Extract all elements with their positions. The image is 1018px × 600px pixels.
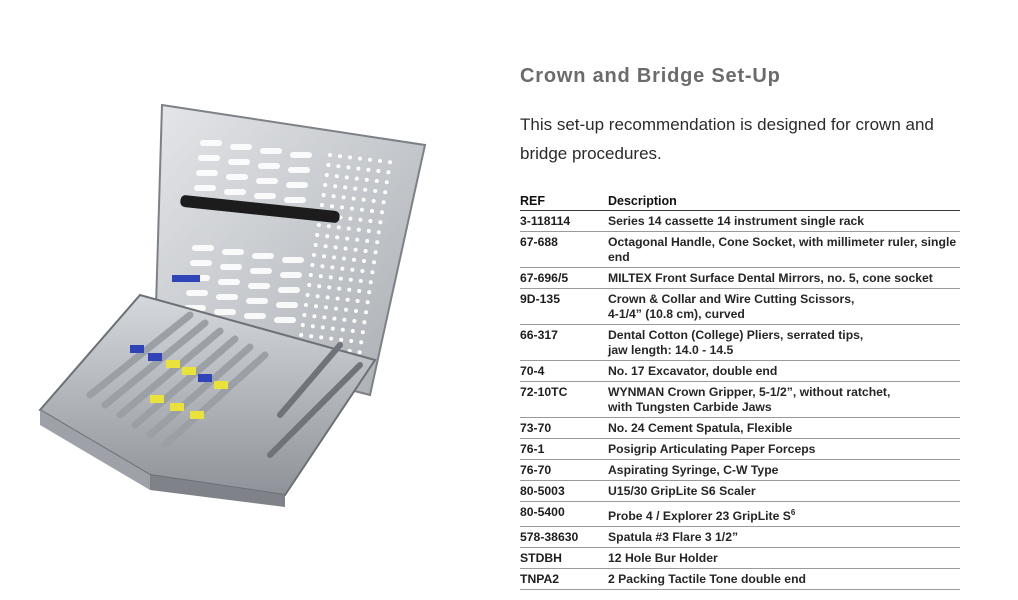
description-cell: [608, 442, 960, 457]
description-cell: [608, 572, 960, 587]
perforation-dot: [354, 248, 358, 252]
perforation-dot: [312, 253, 316, 257]
perforation-dot: [337, 287, 341, 291]
perforation-dot: [362, 259, 366, 263]
perforation-dot: [348, 155, 352, 159]
description-text: Series 14 cassette 14 instrument single rack: [608, 214, 865, 228]
description-line: [608, 235, 960, 265]
description-line: [608, 442, 960, 457]
content-column: [520, 62, 960, 590]
perforation-dot: [342, 195, 346, 199]
ref-cell: 67-696/5: [520, 271, 569, 285]
perforation-dot: [378, 159, 382, 163]
ref-cell: 73-70: [520, 421, 552, 435]
description-line: [608, 400, 960, 415]
description-cell: [608, 328, 960, 358]
perforation-dot: [317, 223, 321, 227]
ref-cell: 578-38630: [520, 530, 579, 545]
perforation-dot: [338, 154, 342, 158]
ref-cell: 76-70: [520, 463, 552, 477]
perforation-dot: [325, 173, 329, 177]
description-column-header: Description: [608, 194, 677, 208]
perforation-dot: [327, 224, 331, 228]
perforation-dot: [364, 310, 368, 314]
perforation-dot: [377, 230, 381, 234]
perforation-dot: [324, 305, 328, 309]
perforation-dot: [342, 318, 346, 322]
perforation-dot: [354, 309, 358, 313]
perforation-dot: [329, 275, 333, 279]
perforation-dot: [332, 255, 336, 259]
instrument-table: [520, 191, 960, 590]
perforation-dot: [352, 258, 356, 262]
description-cell: [608, 551, 960, 566]
perforation-dot: [312, 314, 316, 318]
ref-cell: 3-118114: [520, 214, 571, 228]
perforation-dot: [330, 204, 334, 208]
perforation-dot: [320, 203, 324, 207]
perforation-dot: [309, 273, 313, 277]
description-line: [608, 505, 960, 524]
perforation-dot: [353, 187, 357, 191]
perforation-dot: [357, 289, 361, 293]
description-line: [608, 271, 960, 286]
ref-cell: STDBH: [520, 551, 562, 566]
description-text: with Tungsten Carbide Jaws: [608, 400, 772, 414]
perforation-dot: [358, 218, 362, 222]
description-text: Crown & Collar and Wire Cutting Scissors,: [608, 292, 855, 306]
perforation-dot: [358, 157, 362, 161]
perforation-dot: [322, 254, 326, 258]
perforation-dot: [346, 298, 350, 302]
description-line: [608, 385, 960, 400]
perforation-dot: [321, 325, 325, 329]
perforation-dot: [344, 247, 348, 251]
perforation-dot: [320, 264, 324, 268]
perforation-dot: [361, 330, 365, 334]
description-line: [608, 572, 960, 587]
perforation-dot: [356, 299, 360, 303]
perforation-dot: [385, 180, 389, 184]
perforation-dot: [345, 237, 349, 241]
perforation-dot: [326, 163, 330, 167]
ref-column-header: REF: [520, 194, 545, 208]
perforation-dot: [330, 265, 334, 269]
perforation-dot: [372, 199, 376, 203]
ref-cell: 70-4: [520, 364, 545, 378]
table-row: [520, 232, 960, 268]
perforation-dot: [355, 177, 359, 181]
perforation-dot: [319, 335, 323, 339]
perforation-dot: [373, 189, 377, 193]
perforation-dot: [349, 339, 353, 343]
perforation-dot: [350, 268, 354, 272]
perforation-dot: [339, 338, 343, 342]
perforation-dot: [358, 350, 362, 354]
description-cell: [608, 463, 960, 478]
perforation-dot: [340, 205, 344, 209]
perforation-dot: [311, 324, 315, 328]
description-line: [608, 484, 960, 499]
description-text: Octagonal Handle, Cone Socket, with millimeter ruler, single end: [608, 235, 957, 264]
description-cell: [608, 364, 960, 379]
perforation-dot: [386, 170, 390, 174]
perforation-dot: [322, 193, 326, 197]
perforation-dot: [302, 313, 306, 317]
description-cell: [608, 385, 960, 415]
table-row: [520, 527, 960, 548]
perforation-dot: [347, 227, 351, 231]
perforation-dot: [380, 210, 384, 214]
ref-cell: 76-1: [520, 442, 545, 456]
table-row: [520, 382, 960, 418]
perforation-dot: [314, 243, 318, 247]
perforation-dot: [317, 284, 321, 288]
perforation-dot: [304, 303, 308, 307]
table-row: [520, 481, 960, 502]
perforation-dot: [366, 168, 370, 172]
perforation-dot: [335, 174, 339, 178]
description-line: [608, 463, 960, 478]
perforation-dot: [325, 234, 329, 238]
description-line: [608, 328, 960, 343]
perforation-dot: [382, 200, 386, 204]
table-row: [520, 211, 960, 232]
lid-blue-marker: [172, 275, 200, 282]
ref-cell: 80-5003: [520, 484, 565, 498]
perforation-dot: [352, 319, 356, 323]
perforation-dot: [335, 235, 339, 239]
perforation-dot: [344, 308, 348, 312]
perforation-dot: [336, 297, 340, 301]
description-line: [608, 214, 960, 229]
description-text: Dental Cotton (College) Pliers, serrated tips,: [608, 328, 864, 342]
perforation-dot: [339, 277, 343, 281]
perforation-dot: [352, 197, 356, 201]
perforation-dot: [342, 257, 346, 261]
table-row: [520, 268, 960, 289]
perforation-dot: [370, 270, 374, 274]
perforation-dot: [351, 329, 355, 333]
perforation-dot: [360, 208, 364, 212]
description-cell: [608, 484, 960, 499]
perforation-dot: [378, 220, 382, 224]
description-text: 2 Packing Tactile Tone double end: [608, 572, 806, 587]
perforation-dot: [367, 290, 371, 294]
perforation-dot: [362, 320, 366, 324]
perforation-dot: [306, 293, 310, 297]
perforation-dot: [383, 190, 387, 194]
description-cell: [608, 530, 960, 545]
perforation-dot: [319, 274, 323, 278]
description-cell: [608, 505, 960, 524]
perforation-dot: [368, 219, 372, 223]
table-row: [520, 460, 960, 481]
description-line: [608, 343, 960, 358]
perforation-dot: [364, 249, 368, 253]
table-row: [520, 418, 960, 439]
perforation-dot: [355, 238, 359, 242]
perforation-dot: [388, 160, 392, 164]
perforation-dot: [309, 334, 313, 338]
perforation-dot: [367, 229, 371, 233]
description-text: Posigrip Articulating Paper Forceps: [608, 442, 816, 456]
perforation-dot: [315, 233, 319, 237]
perforation-dot: [359, 279, 363, 283]
perforation-dot: [337, 225, 341, 229]
description-line: [608, 292, 960, 307]
perforation-dot: [343, 185, 347, 189]
perforation-dot: [348, 217, 352, 221]
ref-cell: 80-5400: [520, 505, 565, 519]
perforation-dot: [346, 165, 350, 169]
perforation-dot: [329, 337, 333, 341]
description-text: WYNMAN Crown Gripper, 5-1/2”, without ratchet,: [608, 385, 891, 399]
perforation-dot: [370, 209, 374, 213]
perforation-dot: [334, 245, 338, 249]
ref-cell: 67-688: [520, 235, 558, 249]
superscript: 6: [790, 508, 796, 517]
perforation-dot: [336, 164, 340, 168]
ref-cell: 66-317: [520, 328, 558, 342]
perforation-dot: [372, 260, 376, 264]
perforation-dot: [375, 240, 379, 244]
description-text: Spatula #3 Flare 3 1/2”: [608, 530, 739, 545]
description-text: Aspirating Syringe, C-W Type: [608, 463, 779, 477]
perforation-dot: [322, 315, 326, 319]
description-line: [608, 421, 960, 436]
perforation-dot: [375, 179, 379, 183]
perforation-dot: [347, 288, 351, 292]
table-row: [520, 325, 960, 361]
table-row: [520, 439, 960, 460]
perforation-dot: [369, 280, 373, 284]
description-cell: [608, 235, 960, 265]
perforation-dot: [362, 198, 366, 202]
perforation-dot: [359, 340, 363, 344]
description-text: 4-1/4” (10.8 cm), curved: [608, 307, 745, 321]
description-cell: [608, 214, 960, 229]
perforation-dot: [341, 328, 345, 332]
description-cell: [608, 271, 960, 286]
perforation-dot: [331, 327, 335, 331]
description-text: MILTEX Front Surface Dental Mirrors, no. 5, cone socket: [608, 271, 933, 285]
perforation-dot: [326, 295, 330, 299]
perforation-dot: [345, 175, 349, 179]
page-title: Crown and Bridge Set-Up: [520, 65, 781, 87]
perforation-dot: [333, 184, 337, 188]
perforation-dot: [323, 183, 327, 187]
perforation-dot: [360, 269, 364, 273]
perforation-dot: [314, 304, 318, 308]
description-text: jaw length: 14.0 - 14.5: [608, 343, 734, 357]
perforation-dot: [327, 285, 331, 289]
perforation-dot: [316, 294, 320, 298]
perforation-dot: [332, 317, 336, 321]
description-line: [608, 551, 960, 566]
perforation-dot: [363, 188, 367, 192]
perforation-dot: [324, 244, 328, 248]
perforation-dot: [340, 267, 344, 271]
perforation-dot: [299, 333, 303, 337]
intro-text: This set-up recommendation is designed for crown and bridge procedures.: [520, 115, 934, 163]
perforation-dot: [328, 153, 332, 157]
perforation-dot: [374, 250, 378, 254]
perforation-dot: [368, 158, 372, 162]
perforation-dot: [301, 323, 305, 327]
ref-cell: 9D-135: [520, 292, 560, 306]
perforation-dot: [332, 194, 336, 198]
description-text: Probe 4 / Explorer 23 GripLite S: [608, 509, 791, 524]
description-line: [608, 530, 960, 545]
perforation-dot: [365, 178, 369, 182]
perforation-dot: [349, 278, 353, 282]
ref-cell: TNPA2: [520, 572, 560, 587]
description-cell: [608, 292, 960, 322]
description-line: [608, 364, 960, 379]
perforation-dot: [366, 300, 370, 304]
perforation-dot: [356, 167, 360, 171]
description-text: No. 24 Cement Spatula, Flexible: [608, 421, 793, 435]
table-row: [520, 289, 960, 325]
perforation-dot: [334, 307, 338, 311]
description-cell: [608, 421, 960, 436]
perforation-dot: [350, 207, 354, 211]
table-row: [520, 502, 960, 527]
description-text: No. 17 Excavator, double end: [608, 364, 778, 378]
table-header: [520, 191, 960, 211]
perforation-dot: [310, 263, 314, 267]
description-line: [608, 307, 960, 322]
table-row: [520, 361, 960, 382]
table-row: [520, 569, 960, 590]
ref-cell: 72-10TC: [520, 385, 568, 399]
perforation-dot: [376, 169, 380, 173]
table-row: [520, 548, 960, 569]
perforation-dot: [307, 283, 311, 287]
description-text: 12 Hole Bur Holder: [608, 551, 718, 566]
instrument-cassette-image: [30, 95, 460, 515]
perforation-dot: [357, 228, 361, 232]
description-text: U15/30 GripLite S6 Scaler: [608, 484, 756, 498]
perforation-dot: [365, 239, 369, 243]
